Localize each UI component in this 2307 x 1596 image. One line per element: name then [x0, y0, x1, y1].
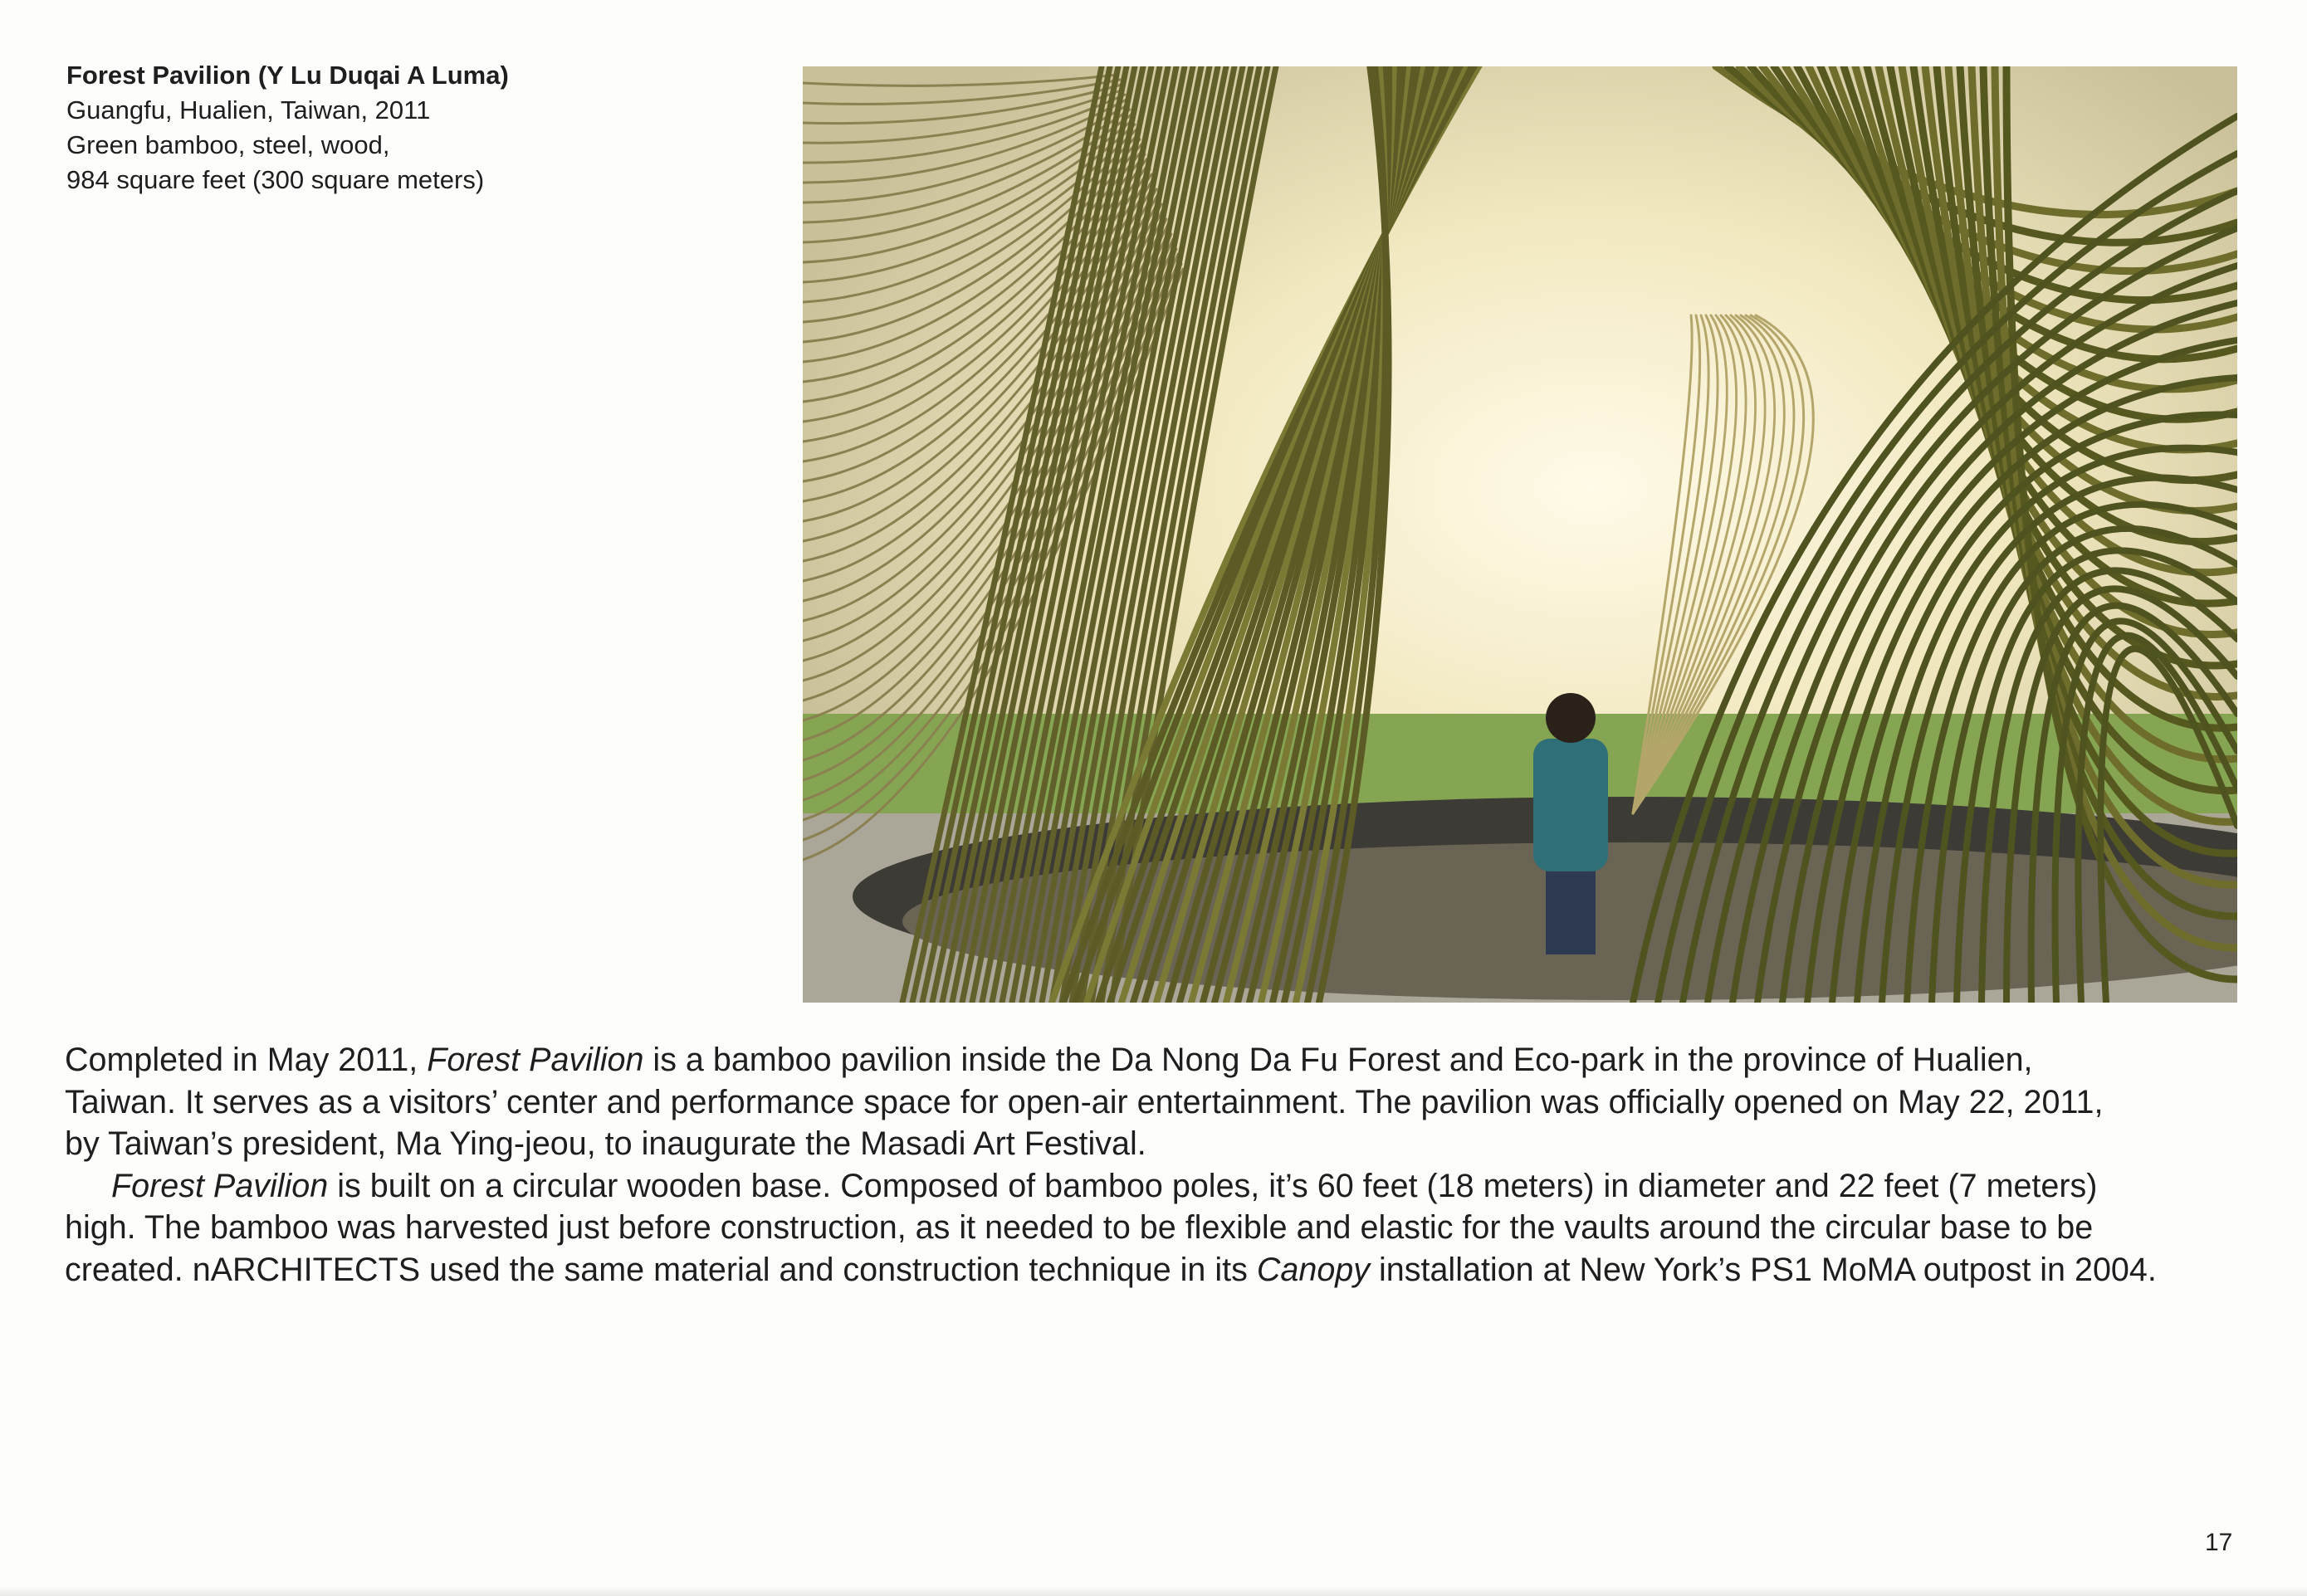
italic-title: Forest Pavilion	[427, 1042, 644, 1078]
body-line	[65, 1249, 2256, 1291]
italic-title: Forest Pavilion	[111, 1167, 329, 1204]
text-segment: is a bamboo pavilion inside the Da Nong Da Fu Forest and Eco-park in the province of Hualien,	[643, 1042, 2033, 1078]
page-number: 17	[2205, 1529, 2233, 1556]
text-segment: by Taiwan’s president, Ma Ying-jeou, to inaugurate the Masadi Art Festival.	[65, 1125, 1146, 1162]
pavilion-photo	[803, 66, 2237, 1003]
page-edge	[0, 1586, 2307, 1596]
caption-area: 984 square feet (300 square meters)	[66, 165, 485, 194]
body-line	[65, 1165, 2256, 1208]
caption-location: Guangfu, Hualien, Taiwan, 2011	[66, 95, 431, 124]
caption-materials: Green bamboo, steel, wood,	[66, 130, 390, 159]
text-segment: high. The bamboo was harvested just before construction, as it needed to be flexible and elastic for the vaults around the circular base to be	[65, 1209, 2094, 1246]
text-segment: is built on a circular wooden base. Composed of bamboo poles, it’s 60 feet (18 meters) in diameter and 22 feet (7 meters)	[328, 1167, 2098, 1204]
bamboo-pavilion-image	[803, 66, 2237, 1003]
body-line	[65, 1039, 2256, 1081]
text-segment: installation at New York’s PS1 MoMA outpost in 2004.	[1370, 1251, 2157, 1288]
body-text	[65, 1039, 2256, 1291]
italic-title: Canopy	[1256, 1251, 1371, 1288]
body-line	[65, 1207, 2256, 1249]
body-line	[65, 1123, 2256, 1165]
caption-title: Forest Pavilion (Y Lu Duqai A Luma)	[66, 61, 509, 90]
text-segment: Completed in May 2011,	[65, 1042, 428, 1078]
photo-caption	[66, 58, 509, 198]
body-line	[65, 1081, 2256, 1124]
text-segment: Taiwan. It serves as a visitors’ center and performance space for open-air entertainment. The pavilion was officially opened on May 22, 2011,	[65, 1083, 2104, 1120]
text-segment: created. nARCHITECTS used the same material and construction technique in its	[65, 1251, 1257, 1288]
